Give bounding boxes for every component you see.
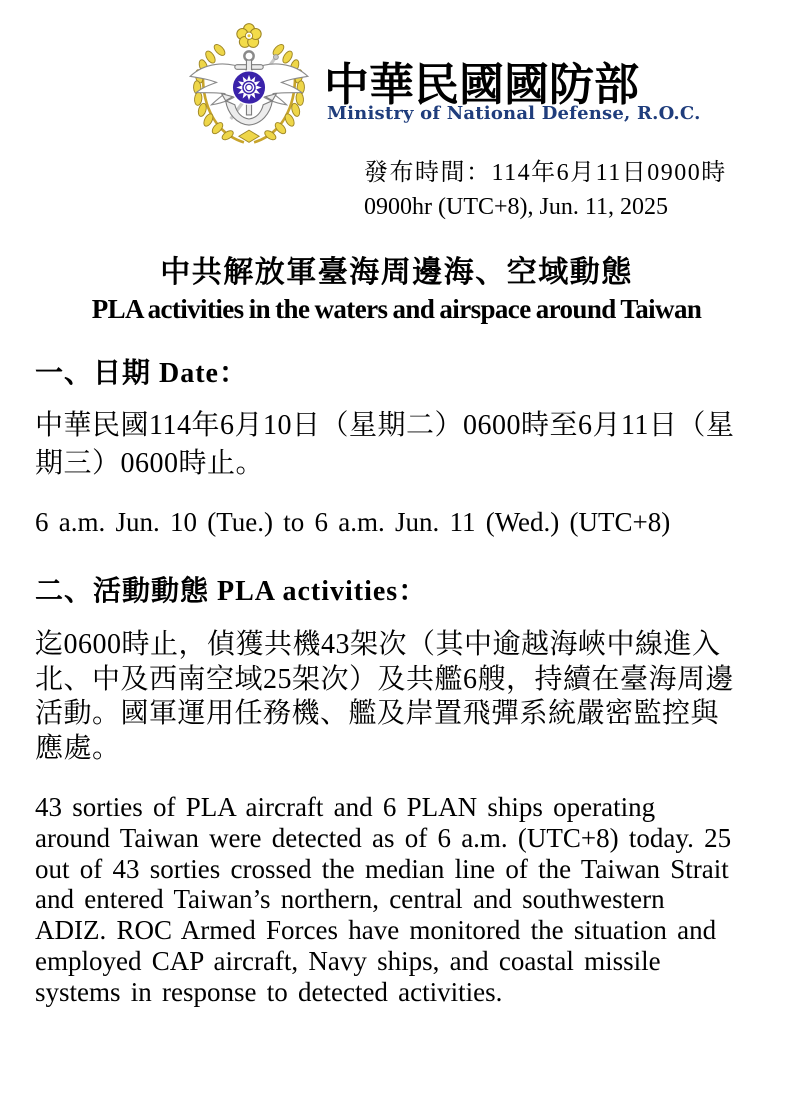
section-date-heading: 一、日期 Date： <box>35 358 248 389</box>
section-date-body-zh: 中華民國114年6月10日（星期二）0600時至6月11日（星 期三）0600時止。 <box>35 410 735 479</box>
plum-blossom-icon <box>237 24 261 48</box>
section-activities-body-zh: 迄0600時止，偵獲共機43架次（其中逾越海峽中線進入 北、中及西南空域25架次）及共艦6艘，持續在臺海周邊 活動。國軍運用任務機、艦及岸置飛彈系統嚴密監控與 應處。 <box>35 629 735 764</box>
release-time-zh: 發布時間：114年6月11日0900時 <box>364 160 727 186</box>
section-activities-body-en: 43 sorties of PLA aircraft and 6 PLAN ships operating around Taiwan were detected as of 6 a.m. (UTC+8) today. 25 out of 43 sorties crossed the median line of the Taiwan Strait and entered Taiwan’s northern, central and southwestern ADIZ. ROC Armed Forces have monitored the situation and employed CAP aircraft, Navy ships, and coastal missile systems in response to detected activities. <box>35 792 732 1007</box>
sun-disc-icon <box>232 71 266 105</box>
title-en: PLA activities in the waters and airspace around Taiwan <box>91 294 702 324</box>
release-time-en: 0900hr (UTC+8), Jun. 11, 2025 <box>364 194 668 220</box>
section-date-body-en: 6 a.m. Jun. 10 (Tue.) to 6 a.m. Jun. 11 (Wed.) (UTC+8) <box>35 507 671 537</box>
document-title <box>0 247 793 325</box>
org-name-en: Ministry of National Defense, R.O.C. <box>327 103 701 124</box>
release-time-block <box>364 156 727 224</box>
section-activities-heading: 二、活動動態 PLA activities： <box>35 576 428 607</box>
title-zh: 中共解放軍臺海周邊海、空域動態 <box>160 256 633 289</box>
mnd-emblem-icon <box>183 22 315 150</box>
org-name-zh: 中華民國國防部 <box>324 60 640 110</box>
